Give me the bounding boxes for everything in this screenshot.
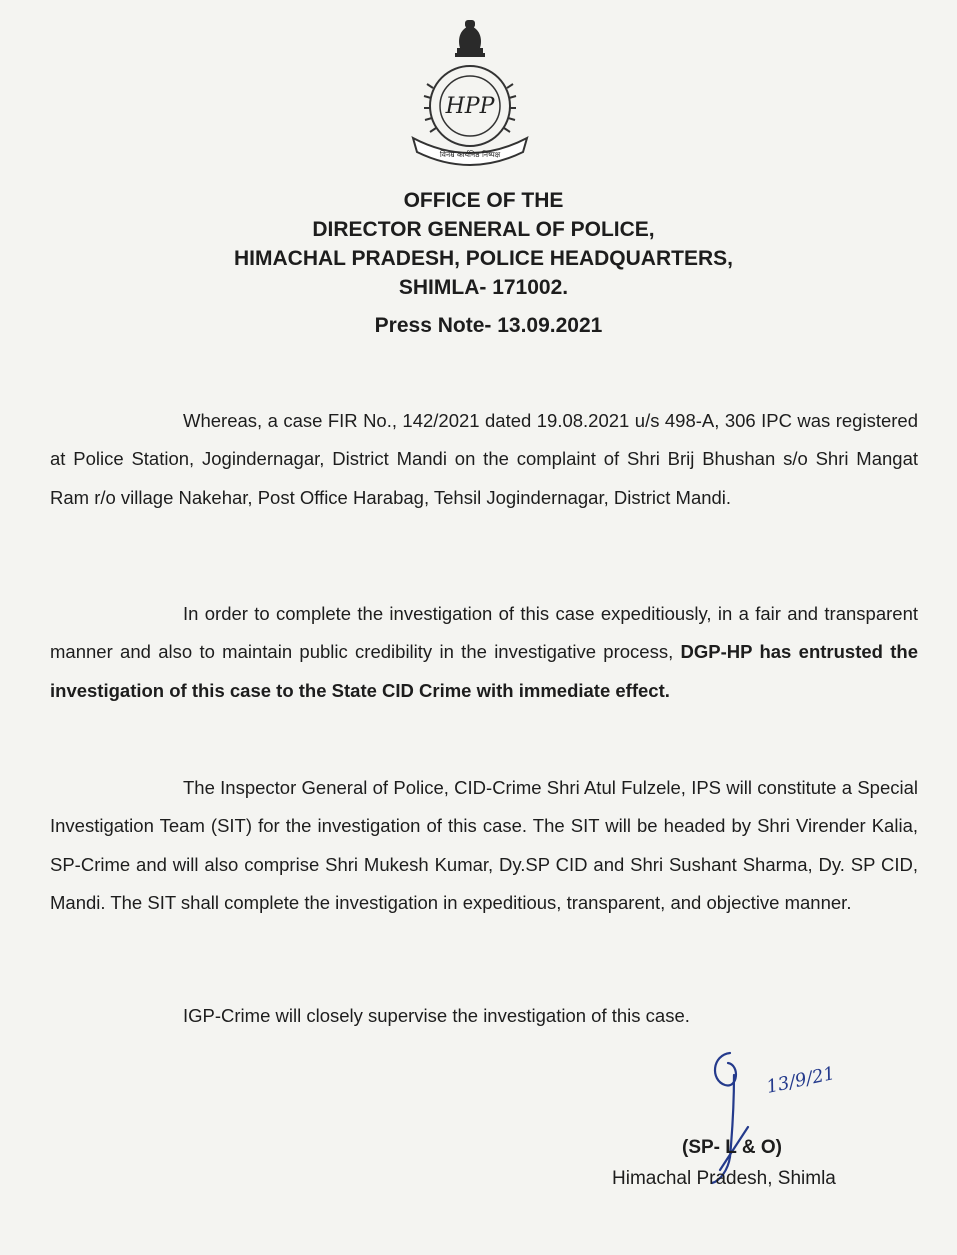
header-line-2: DIRECTOR GENERAL OF POLICE, [312, 218, 655, 241]
office-header [0, 186, 957, 302]
signature-date: 13/9/21 [764, 1062, 837, 1098]
paragraph-sit: The Inspector General of Police, CID-Crime Shri Atul Fulzele, IPS will constitute a Special Investigation Team (SIT) for the investigation of this case. The SIT will be headed by Shri Virender Kalia, SP-Crime and will also comprise Shri Mukesh Kumar, Dy.SP CID and Shri Sushant Sharma, Dy. SP CID, Mandi. The SIT shall complete the investigation in expeditious, transparent, and objective manner. [50, 776, 918, 913]
header-line-1: OFFICE OF THE [403, 189, 564, 212]
paragraph-supervision: IGP-Crime will closely supervise the investigation of this case. [183, 1004, 690, 1026]
header-line-3: HIMACHAL PRADESH, POLICE HEADQUARTERS, [234, 247, 733, 270]
handwritten-signature [690, 1045, 840, 1185]
header-line-4: SHIMLA- 171002. [398, 276, 569, 299]
paragraph-entrustment-text: In order to complete the investigation of this case expeditiously, in a fair and transparent manner and also to maintain public credibility in the investigative process, [50, 602, 918, 662]
paragraph-entrustment-bold: DGP-HP has entrusted the investigation of this case to the State CID Crime with immediate effect. [50, 641, 918, 701]
signatory-place: Himachal Pradesh, Shimla [612, 1168, 836, 1189]
press-note-title: Press Note- 13.09.2021 [374, 314, 603, 337]
emblem-ribbon-text: विनम्र कार्यनिष्ठ निष्पक्ष [439, 150, 501, 159]
signatory-title: (SP- L & O) [682, 1137, 782, 1158]
hpp-police-emblem-icon [405, 18, 535, 168]
paragraph-fir: Whereas, a case FIR No., 142/2021 dated 19.08.2021 u/s 498-A, 306 IPC was registered at Police Station, Jogindernagar, District Mandi on the complaint of Shri Brij Bhushan s/o Shri Mangat Ram r/o village Nakehar, Post Office Harabag, Tehsil Jogindernagar, District Mandi. [50, 409, 918, 508]
emblem-monogram: HPP [445, 94, 495, 119]
paragraph-entrustment [50, 595, 918, 711]
